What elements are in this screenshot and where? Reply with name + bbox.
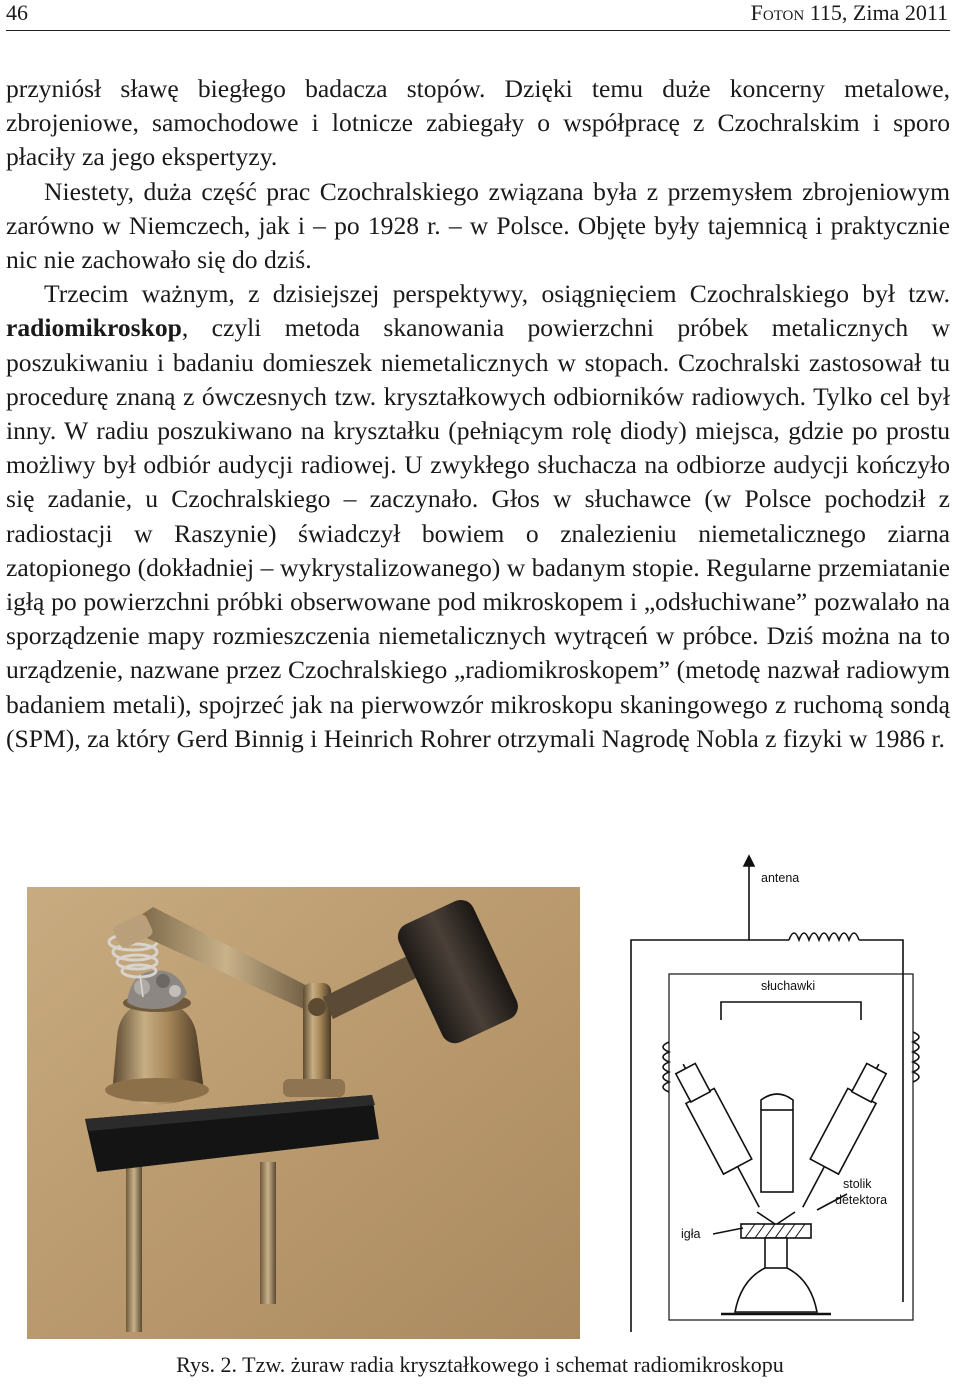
paragraph-text: , czyli metoda skanowania powierzchni próbek metalicznych w poszukiwaniu i badaniu domieszek niemetalicznych w stopach. Czochralski zastosował tu procedurę znaną z ówczesnych tzw. kryształkowych odbiorników radiowych. Tylko cel był inny. W radiu poszukiwano na kryształku (pełniącym rolę diody) miejsca, gdzie po prostu możliwy był odbiór audycji radiowej. U zwykłego słuchacza na odbiorze audycji kończyło się zadanie, u Czochralskiego – zaczynało. Głos w słuchawce (w Polsce pochodził z radiostacji w Raszynie) świadczył bowiem o znalezieniu niemetalicznego ziarna zatopionego (dokładniej – wykrystalizowanego) w badanym stopie. Regularne przemiatanie igłą po powierzchni próbki obserwowane pod mikroskopem i „odsłuchiwane” pozwalało na sporządzenie mapy rozmieszczenia niemetalicznych wytrąceń w próbce. Dziś można na to urządzenie, nazwane przez Czochralskiego „radiomikroskopem” (metodę nazwał radiowym badaniem metali), spojrzeć jak na pierwowzór mikroskopu skaningowego z ruchomą sondą (SPM), za który Gerd Binnig i Heinrich Rohrer otrzymali Nagrodę Nobla z fizyki w 1986 r.: [6, 313, 950, 753]
headphones-label: słuchawki: [761, 979, 816, 993]
paragraph-text: Niestety, duża część prac Czochralskiego związana była z przemysłem zbrojeniowym zarówno w Niemczech, jak i – po 1928 r. – w Polsce. Objęte były tajemnicą i praktycznie nic nie zachowało się do dziś.: [6, 176, 950, 275]
bold-term: radiomikroskop: [6, 313, 182, 343]
header-rule: [6, 30, 950, 31]
crystal-radio-photo: [27, 887, 580, 1339]
paragraph-text: Trzecim ważnym, z dzisiejszej perspektywy, osiągnięciem Czochralskiego był tzw.: [44, 279, 950, 309]
figure-caption: Rys. 2. Tzw. żuraw radia kryształkowego i schemat radiomikroskopu: [176, 1352, 784, 1377]
needle-label: igła: [681, 1227, 701, 1241]
detector-label: detektora: [835, 1193, 888, 1207]
paragraph: [6, 175, 950, 278]
page-header: [0, 0, 960, 38]
issue-label: 115, Zima 2011: [809, 0, 948, 25]
paragraph: [6, 72, 950, 175]
paragraph-text: przyniósł sławę biegłego badacza stopów. Dzięki temu duże koncerny metalowe, zbrojeniowe, samochodowe i lotnicze zabiegały o współpracę z Czochralskim i sporo płaciły za jego ekspertyzy.: [6, 74, 950, 172]
crystal-radio-photo-drawing: [27, 887, 580, 1339]
running-title: [751, 0, 948, 26]
page-number: 46: [6, 0, 28, 25]
paragraph: [6, 277, 950, 756]
journal-name: Foton: [750, 0, 805, 25]
body-text: [6, 72, 950, 756]
radiomicroscope-schematic: [611, 852, 941, 1347]
schematic-drawing: [611, 852, 941, 1347]
stage-label: stolik: [843, 1177, 872, 1191]
antenna-label: antena: [761, 871, 800, 885]
